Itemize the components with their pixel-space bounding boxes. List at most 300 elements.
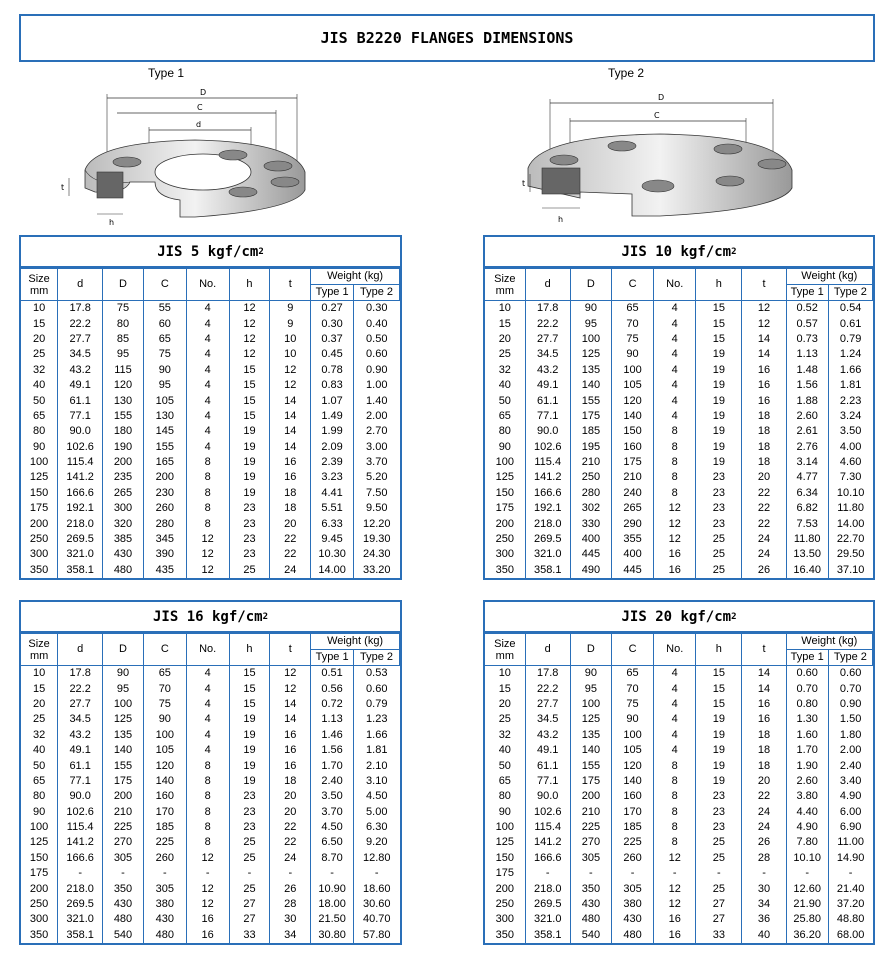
table-cell: 250 [570, 470, 611, 485]
table-cell: 480 [103, 563, 144, 578]
table-cell: 29.50 [828, 547, 872, 562]
table-cell: 105 [143, 743, 186, 758]
table-cell: 23 [696, 820, 742, 835]
table-row [21, 393, 400, 408]
table-cell: 1.70 [311, 758, 354, 773]
table-cell: 2.60 [786, 409, 828, 424]
table-cell: 26 [742, 835, 786, 850]
table-cell: 4 [186, 301, 229, 317]
table-cell: 300 [29, 913, 49, 926]
table-cell: - [270, 866, 311, 881]
table-cell: 125 [29, 836, 49, 849]
table-cell: 19 [229, 728, 270, 743]
table-cell: 19 [229, 440, 270, 455]
table-cell: 22.2 [58, 316, 103, 331]
table-cell: 8 [654, 820, 696, 835]
header-d: d [525, 269, 570, 301]
table-cell: 3.40 [828, 774, 872, 789]
table-cell: 24 [742, 820, 786, 835]
table-cell: 65 [143, 332, 186, 347]
table-cell: 12 [270, 681, 311, 696]
table-cell: 20 [270, 516, 311, 531]
table-row [21, 455, 400, 470]
table-cell: 16 [742, 712, 786, 727]
table-cell: 4.90 [786, 820, 828, 835]
table-cell: 61.1 [525, 758, 570, 773]
table-cell: 16 [654, 563, 696, 578]
table-cell: 1.24 [828, 347, 872, 362]
table-cell: 40 [498, 744, 511, 757]
header-type1: Type 1 [786, 285, 828, 301]
table-cell: 265 [611, 501, 653, 516]
table-cell: 0.60 [828, 666, 872, 682]
table-cell: 25 [32, 713, 46, 726]
table-cell: 12 [270, 666, 311, 682]
table-cell: 166.6 [525, 486, 570, 501]
table-cell: 20 [270, 789, 311, 804]
table-cell: 125 [570, 347, 611, 362]
table-cell: 75 [103, 301, 144, 317]
table-row [21, 851, 400, 866]
table-cell: 0.80 [786, 697, 828, 712]
table-cell: 27.7 [58, 332, 103, 347]
table-cell: 1.40 [354, 393, 400, 408]
table-cell: 70 [143, 681, 186, 696]
table-cell: 17.8 [525, 301, 570, 317]
header-h: h [696, 634, 742, 666]
table-cell: 390 [143, 547, 186, 562]
table-cell: 10 [498, 302, 511, 315]
table-cell: 210 [611, 470, 653, 485]
table-row [485, 424, 873, 439]
table-cell: 12 [742, 301, 786, 317]
table-row [21, 532, 400, 547]
table-cell: 4 [654, 666, 696, 682]
table-row [485, 881, 873, 896]
table-cell: 8 [186, 516, 229, 531]
table-cell: 0.57 [786, 316, 828, 331]
table-cell: 22 [742, 501, 786, 516]
table-cell: 13.50 [786, 547, 828, 562]
table-cell: 265 [103, 486, 144, 501]
table-cell: 15 [229, 666, 270, 682]
table-cell: 9.45 [311, 532, 354, 547]
table-cell: 2.00 [354, 409, 400, 424]
table-title-text: JIS 5 kgf/cm [157, 243, 259, 260]
table-cell: 34 [270, 928, 311, 943]
table-cell: 3.70 [311, 805, 354, 820]
table-cell: 19 [229, 455, 270, 470]
table-row [485, 347, 873, 362]
table-cell: 23 [696, 789, 742, 804]
table-cell: 15 [696, 697, 742, 712]
table-cell: 90.0 [58, 424, 103, 439]
table-row [21, 789, 400, 804]
table-cell: 100 [570, 697, 611, 712]
table-cell: 0.70 [786, 681, 828, 696]
header-no: No. [186, 269, 229, 301]
table-row [21, 378, 400, 393]
table-cell: 14 [270, 712, 311, 727]
table-cell: 8 [654, 789, 696, 804]
header-no: No. [654, 269, 696, 301]
header-no: No. [186, 634, 229, 666]
table-cell: 0.90 [354, 363, 400, 378]
table-cell: 37.20 [828, 897, 872, 912]
table-cell: 24 [270, 851, 311, 866]
table-cell: 400 [611, 547, 653, 562]
table-cell: 170 [143, 805, 186, 820]
table-cell: 250 [29, 533, 49, 546]
table-cell: 28 [270, 897, 311, 912]
table-cell: 100 [611, 728, 653, 743]
table-cell: 11.80 [786, 532, 828, 547]
table-cell: 225 [103, 820, 144, 835]
table-cell: 25 [498, 348, 511, 361]
table-cell: 34.5 [58, 347, 103, 362]
table-row [21, 897, 400, 912]
header-h: h [229, 634, 270, 666]
table-cell: 155 [570, 758, 611, 773]
table-cell: 12.20 [354, 516, 400, 531]
table-cell: 4 [654, 697, 696, 712]
table-cell: 270 [103, 835, 144, 850]
table-cell: 6.00 [828, 805, 872, 820]
table-row [21, 501, 400, 516]
table-cell: 2.76 [786, 440, 828, 455]
table-cell: 4 [186, 409, 229, 424]
table-cell: 8 [186, 820, 229, 835]
table-row [21, 301, 400, 317]
table-cell: 15 [696, 332, 742, 347]
table-cell: 23 [229, 532, 270, 547]
table-cell: 27.7 [58, 697, 103, 712]
table-cell: 24 [742, 532, 786, 547]
table-row [485, 681, 873, 696]
table-cell: 19 [229, 774, 270, 789]
header-type2: Type 2 [828, 650, 872, 666]
table-cell: 4 [654, 728, 696, 743]
table-jis-10 [483, 235, 875, 580]
table-row [485, 532, 873, 547]
table-cell: 1.00 [354, 378, 400, 393]
table-cell: 75 [143, 697, 186, 712]
table-cell: - [354, 866, 400, 881]
table-cell: 225 [143, 835, 186, 850]
table-cell: 16 [654, 912, 696, 927]
table-cell: 12 [186, 563, 229, 578]
table-cell: 18 [270, 774, 311, 789]
table-cell: 115.4 [525, 820, 570, 835]
table-cell: 4 [654, 409, 696, 424]
table-cell: 3.23 [311, 470, 354, 485]
table-cell: 12 [654, 897, 696, 912]
header-type2: Type 2 [828, 285, 872, 301]
table-cell: 40.70 [354, 912, 400, 927]
table-cell: 125 [495, 471, 514, 484]
table-cell: 40 [742, 928, 786, 943]
table-cell: 65 [498, 774, 511, 787]
table-cell: 160 [143, 789, 186, 804]
table-cell: 22 [270, 532, 311, 547]
table-cell: 100 [570, 332, 611, 347]
table-cell: 1.88 [786, 393, 828, 408]
table-cell: 260 [143, 501, 186, 516]
table-cell: 16 [186, 912, 229, 927]
table-cell: 90 [143, 712, 186, 727]
header-C: C [611, 634, 653, 666]
table-cell: 8 [186, 758, 229, 773]
table-cell: 8.70 [311, 851, 354, 866]
table-cell: 10 [32, 302, 46, 315]
table-cell: 210 [570, 455, 611, 470]
table-cell: 43.2 [525, 363, 570, 378]
table-cell: 218.0 [525, 881, 570, 896]
table-cell: 175 [103, 774, 144, 789]
table-cell: 8 [186, 835, 229, 850]
table-cell: 26 [270, 881, 311, 896]
table-cell: 12 [270, 378, 311, 393]
header-type1: Type 1 [311, 285, 354, 301]
table-cell: - [696, 866, 742, 881]
table-cell: 4 [186, 393, 229, 408]
table-cell: 40 [32, 744, 46, 757]
table-cell: 2.10 [354, 758, 400, 773]
table-cell: 115.4 [58, 820, 103, 835]
table-cell: 23 [696, 516, 742, 531]
table-row [485, 409, 873, 424]
table-cell: 4.50 [354, 789, 400, 804]
header-d: d [58, 634, 103, 666]
table-cell: 16 [270, 470, 311, 485]
table-cell: 18 [742, 728, 786, 743]
table-cell: 355 [611, 532, 653, 547]
table-cell: 22.2 [525, 316, 570, 331]
table-cell: 4 [186, 363, 229, 378]
table-cell: 445 [570, 547, 611, 562]
table-cell: 5.20 [354, 470, 400, 485]
table-cell: 2.23 [828, 393, 872, 408]
table-cell: 102.6 [58, 440, 103, 455]
dim-D-label-2: D [658, 93, 665, 102]
table-row [485, 820, 873, 835]
header-t: t [270, 269, 311, 301]
table-cell: 300 [103, 501, 144, 516]
table-cell: 90 [498, 805, 511, 818]
table-cell: 235 [103, 470, 144, 485]
table-cell: 27.7 [525, 332, 570, 347]
table-cell: 27 [229, 897, 270, 912]
table-cell: 25 [696, 881, 742, 896]
table-cell: 18 [742, 409, 786, 424]
table-cell: 260 [143, 851, 186, 866]
table-cell: 49.1 [58, 743, 103, 758]
table-cell: 140 [103, 743, 144, 758]
table-cell: 16 [270, 743, 311, 758]
table-cell: 0.40 [354, 316, 400, 331]
table-cell: 65 [32, 774, 46, 787]
table-cell: 36 [742, 912, 786, 927]
table-cell: 3.80 [786, 789, 828, 804]
table-cell: 130 [143, 409, 186, 424]
table-cell: 32 [498, 363, 511, 376]
table-cell: 12 [186, 851, 229, 866]
table-title-text: JIS 20 kgf/cm [621, 608, 732, 625]
header-size: Size mm [485, 269, 525, 301]
page-title: JIS B2220 FLANGES DIMENSIONS [19, 14, 875, 62]
header-t: t [742, 269, 786, 301]
table-cell: 8 [186, 486, 229, 501]
table-cell: 400 [570, 532, 611, 547]
table-cell: 90.0 [525, 789, 570, 804]
table-cell: 20 [270, 805, 311, 820]
table-cell: 350 [29, 928, 49, 941]
header-C: C [143, 269, 186, 301]
table-cell: 65 [498, 409, 511, 422]
table-cell: 14 [742, 681, 786, 696]
table-cell: 4.41 [311, 486, 354, 501]
dimensions-table [485, 268, 873, 578]
table-cell: 200 [29, 882, 49, 895]
table-cell: 8 [654, 455, 696, 470]
table-cell: 34.5 [58, 712, 103, 727]
table-cell: 280 [143, 516, 186, 531]
table-cell: 100 [611, 363, 653, 378]
table-cell: - [611, 866, 653, 881]
table-cell: 1.90 [786, 758, 828, 773]
table-cell: 95 [570, 681, 611, 696]
table-cell: 23 [229, 547, 270, 562]
table-cell: 430 [103, 897, 144, 912]
table-cell: 32 [32, 728, 46, 741]
header-size: Size mm [485, 634, 525, 666]
table-cell: 27 [229, 912, 270, 927]
table-cell: 43.2 [58, 363, 103, 378]
table-cell: 90 [611, 347, 653, 362]
table-cell: 2.40 [828, 758, 872, 773]
table-cell: 8 [186, 774, 229, 789]
table-cell: 155 [103, 758, 144, 773]
table-cell: 25 [229, 563, 270, 578]
table-cell: 150 [495, 486, 514, 499]
table-cell: 19 [696, 455, 742, 470]
table-cell: 23 [696, 501, 742, 516]
table-row [485, 928, 873, 943]
table-cell: 19 [696, 774, 742, 789]
table-cell: 9 [270, 316, 311, 331]
table-cell: 20 [32, 332, 46, 345]
table-cell: 200 [29, 517, 49, 530]
table-cell: 0.60 [786, 666, 828, 682]
table-cell: 300 [495, 548, 514, 561]
dimensions-table [485, 633, 873, 943]
table-cell: 4 [186, 424, 229, 439]
table-cell: 21.40 [828, 881, 872, 896]
table-cell: 218.0 [525, 516, 570, 531]
table-cell: 125 [495, 836, 514, 849]
table-cell: 321.0 [525, 912, 570, 927]
table-cell: 358.1 [525, 563, 570, 578]
table-row [21, 347, 400, 362]
table-cell: 90.0 [525, 424, 570, 439]
table-cell: 15 [229, 409, 270, 424]
table-cell: 12 [229, 301, 270, 317]
header-size: Size mm [21, 634, 58, 666]
table-row [21, 563, 400, 578]
table-cell: 480 [143, 928, 186, 943]
table-cell: 0.52 [786, 301, 828, 317]
table-cell: 25 [696, 547, 742, 562]
table-cell: 192.1 [58, 501, 103, 516]
dim-D-label: D [200, 88, 207, 97]
table-cell: 18 [270, 501, 311, 516]
table-cell: 95 [103, 681, 144, 696]
table-cell: 6.50 [311, 835, 354, 850]
table-cell: 77.1 [525, 409, 570, 424]
table-cell: 19 [696, 393, 742, 408]
table-cell: 60 [143, 316, 186, 331]
dim-t-label-2: t [522, 179, 526, 188]
table-cell: 358.1 [58, 563, 103, 578]
table-cell: 8 [654, 440, 696, 455]
table-cell: 0.61 [828, 316, 872, 331]
table-cell: 15 [229, 363, 270, 378]
table-cell: 218.0 [58, 516, 103, 531]
header-t: t [742, 634, 786, 666]
table-cell: 155 [103, 409, 144, 424]
table-cell: 1.30 [786, 712, 828, 727]
header-h: h [229, 269, 270, 301]
table-cell: 16 [742, 697, 786, 712]
table-cell: 10.10 [786, 851, 828, 866]
table-cell: 15 [498, 682, 511, 695]
table-cell: 75 [611, 332, 653, 347]
table-cell: 240 [611, 486, 653, 501]
table-cell: 1.70 [786, 743, 828, 758]
table-cell: 165 [143, 455, 186, 470]
table-row [21, 805, 400, 820]
table-cell: 141.2 [58, 470, 103, 485]
table-row [21, 758, 400, 773]
table-cell: 305 [103, 851, 144, 866]
table-cell: 25 [229, 835, 270, 850]
table-cell: 15 [229, 697, 270, 712]
table-cell: 18.00 [311, 897, 354, 912]
table-cell: 12 [229, 316, 270, 331]
table-cell: 490 [570, 563, 611, 578]
table-cell: 14 [270, 409, 311, 424]
table-cell: 19 [229, 743, 270, 758]
table-row [485, 378, 873, 393]
table-row [485, 316, 873, 331]
table-cell: 6.82 [786, 501, 828, 516]
table-cell: 1.07 [311, 393, 354, 408]
table-cell: 4.77 [786, 470, 828, 485]
table-cell: 8 [654, 470, 696, 485]
table-cell: 6.33 [311, 516, 354, 531]
table-cell: 102.6 [525, 440, 570, 455]
table-cell: 280 [570, 486, 611, 501]
table-row [485, 743, 873, 758]
table-cell: 68.00 [828, 928, 872, 943]
table-cell: 140 [570, 378, 611, 393]
table-cell: 10 [498, 667, 511, 680]
table-cell: 77.1 [525, 774, 570, 789]
table-cell: 21.90 [786, 897, 828, 912]
table-cell: 19 [696, 743, 742, 758]
table-cell: 3.00 [354, 440, 400, 455]
table-jis-5 [19, 235, 402, 580]
